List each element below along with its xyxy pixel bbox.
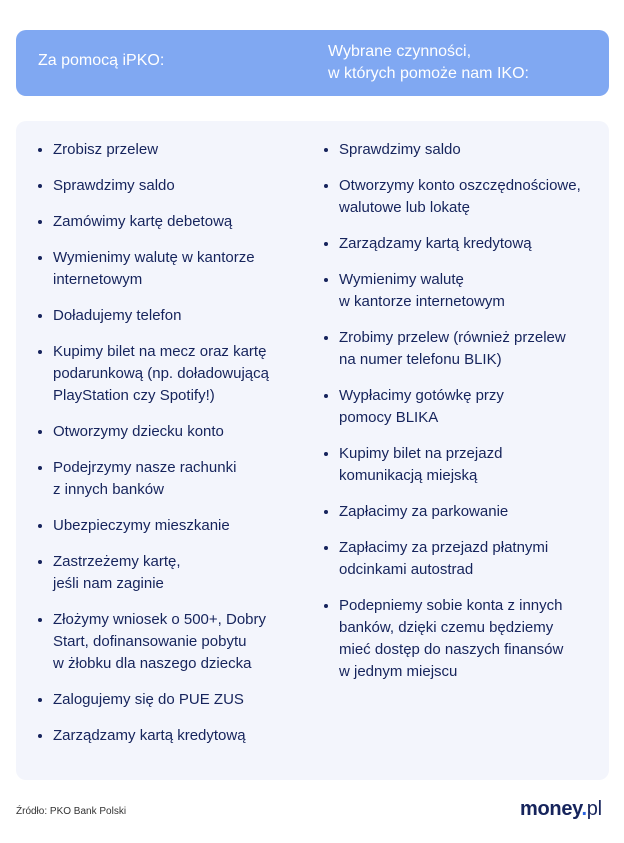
iko-list-item: Wypłacimy gotówkę przy pomocy BLIKA [322, 385, 604, 429]
ipko-list-item: Otworzymy dziecku konto [36, 421, 306, 443]
ipko-list-item: Ubezpieczymy mieszkanie [36, 515, 306, 537]
logo-main: money [520, 798, 582, 820]
iko-list-item: Zrobimy przelew (również przelew na numer telefonu BLIK) [322, 327, 604, 371]
iko-list-item: Zapłacimy za przejazd płatnymi odcinkami autostrad [322, 537, 604, 581]
iko-list-item: Otworzymy konto oszczędnościowe, walutowe lub lokatę [322, 175, 604, 219]
iko-title-line-1: Wybrane czynności, [328, 43, 472, 60]
iko-list-item: Sprawdzimy saldo [322, 139, 604, 161]
ipko-column-title: Za pomocą iPKO: [38, 52, 165, 69]
money-pl-logo [520, 798, 602, 821]
ipko-list-item: Zrobisz przelew [36, 139, 306, 161]
ipko-list-item: Wymienimy walutę w kantorze internetowym [36, 247, 306, 291]
ipko-list-item: Zarządzamy kartą kredytową [36, 725, 306, 747]
logo-dot: . [581, 798, 587, 820]
content-panel [16, 121, 609, 780]
iko-list [322, 139, 604, 697]
ipko-list-item: Sprawdzimy saldo [36, 175, 306, 197]
logo-suffix: pl [586, 798, 602, 820]
iko-list-item: Kupimy bilet na przejazd komunikacją miejską [322, 443, 604, 487]
iko-column-title [328, 41, 529, 85]
ipko-list-item: Zalogujemy się do PUE ZUS [36, 689, 306, 711]
iko-list-item: Zarządzamy kartą kredytową [322, 233, 604, 255]
ipko-list-item: Podejrzymy nasze rachunki z innych banków [36, 457, 306, 501]
ipko-list-item: Zastrzeżemy kartę, jeśli nam zaginie [36, 551, 306, 595]
iko-list-item: Wymienimy walutę w kantorze internetowym [322, 269, 604, 313]
ipko-list-item: Kupimy bilet na mecz oraz kartę podarunkową (np. doładowującą PlayStation czy Spotify!) [36, 341, 306, 407]
iko-list-item: Zapłacimy za parkowanie [322, 501, 604, 523]
source-note: Źródło: PKO Bank Polski [16, 806, 127, 817]
ipko-list-item: Złożymy wniosek o 500+, Dobry Start, dofinansowanie pobytu w żłobku dla naszego dziecka [36, 609, 306, 675]
ipko-list-item: Doładujemy telefon [36, 305, 306, 327]
iko-title-line-2: w których pomoże nam IKO: [328, 65, 529, 82]
header-banner [16, 30, 609, 96]
iko-list-item: Podepniemy sobie konta z innych banków, dzięki czemu będziemy mieć dostęp do naszych finansów w jednym miejscu [322, 595, 604, 683]
ipko-list [36, 139, 306, 761]
ipko-list-item: Zamówimy kartę debetową [36, 211, 306, 233]
